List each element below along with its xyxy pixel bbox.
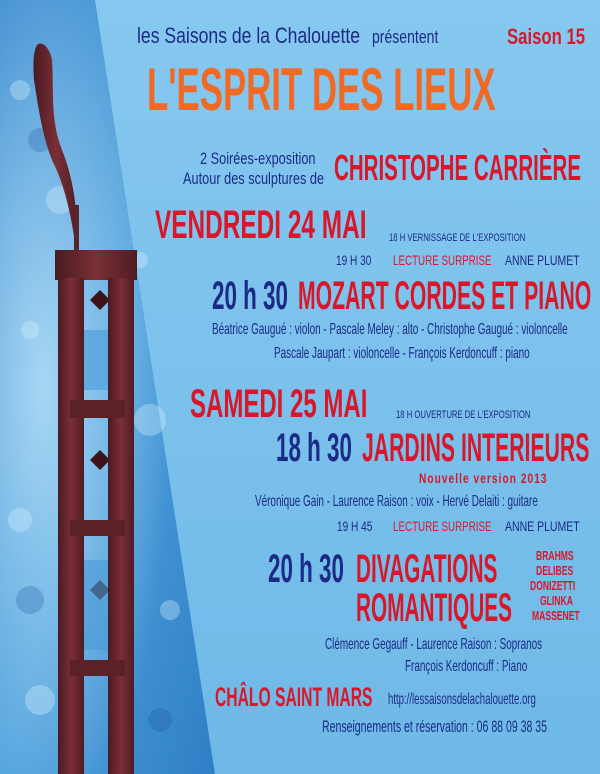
intro-line-2: Autour des sculptures de	[183, 169, 325, 188]
composer-2: DELIBES	[536, 563, 574, 578]
friday-concert-title: MOZART CORDES ET PIANO	[298, 274, 592, 318]
friday-reading-label: LECTURE SURPRISE	[393, 252, 492, 268]
composer-1: BRAHMS	[536, 548, 574, 563]
presenter-verb: présentent	[372, 27, 439, 47]
composer-3: DONIZETTI	[530, 578, 576, 593]
friday-date: VENDREDI 24 MAI	[155, 203, 367, 247]
website-link[interactable]: http://lessaisonsdelachalouette.org	[388, 691, 536, 708]
saturday-reading-author: ANNE PLUMET	[505, 518, 580, 534]
reservation-contact: Renseignements et réservation : 06 88 09 38 35	[322, 717, 548, 736]
saturday-singers-2: François Kerdoncuff : Piano	[405, 658, 528, 675]
event-title: L'ESPRIT DES LIEUX	[147, 56, 496, 123]
composer-5: MASSENET	[532, 608, 580, 623]
friday-performers-1: Béatrice Gaugué : violon - Pascale Meley : alto - Christophe Gaugué : violoncelle	[212, 321, 568, 338]
friday-concert-time: 20 h 30	[212, 274, 288, 318]
saturday-reading-label: LECTURE SURPRISE	[393, 518, 492, 534]
presenter-name: les Saisons de la Chalouette	[137, 23, 361, 48]
saturday-concert-title-2: ROMANTIQUES	[356, 586, 512, 630]
saturday-date: SAMEDI 25 MAI	[190, 382, 368, 426]
friday-reading-author: ANNE PLUMET	[505, 252, 580, 268]
saturday-concert-time: 20 h 30	[268, 547, 344, 591]
saturday-singers-1: Clémence Gegauff - Laurence Raison : Sopranos	[325, 636, 543, 653]
saturday-reading-time: 19 H 45	[337, 518, 373, 534]
friday-reading-time: 19 H 30	[336, 252, 372, 268]
friday-performers-2: Pascale Jaupart : violoncelle - François Kerdoncuff : piano	[274, 345, 530, 362]
saturday-show-time: 18 h 30	[276, 426, 352, 470]
composer-4: GLINKA	[540, 593, 573, 608]
saturday-concert-title-1: DIVAGATIONS	[356, 547, 498, 591]
season-label: Saison 15	[507, 24, 586, 49]
saturday-show-note: Nouvelle version 2013	[419, 470, 548, 486]
venue-name: CHÂLO SAINT MARS	[215, 682, 373, 712]
friday-vernissage: 18 H VERNISSAGE DE L'EXPOSITION	[389, 232, 526, 244]
intro-line-1: 2 Soirées-exposition	[200, 149, 316, 168]
saturday-show-title: JARDINS INTERIEURS	[362, 426, 590, 470]
saturday-opening: 18 H OUVERTURE DE L'EXPOSITION	[396, 409, 531, 421]
artist-name: CHRISTOPHE CARRIÈRE	[334, 147, 582, 188]
saturday-show-performers: Véronique Gain - Laurence Raison : voix - Hervé Delaiti : guitare	[255, 493, 538, 510]
